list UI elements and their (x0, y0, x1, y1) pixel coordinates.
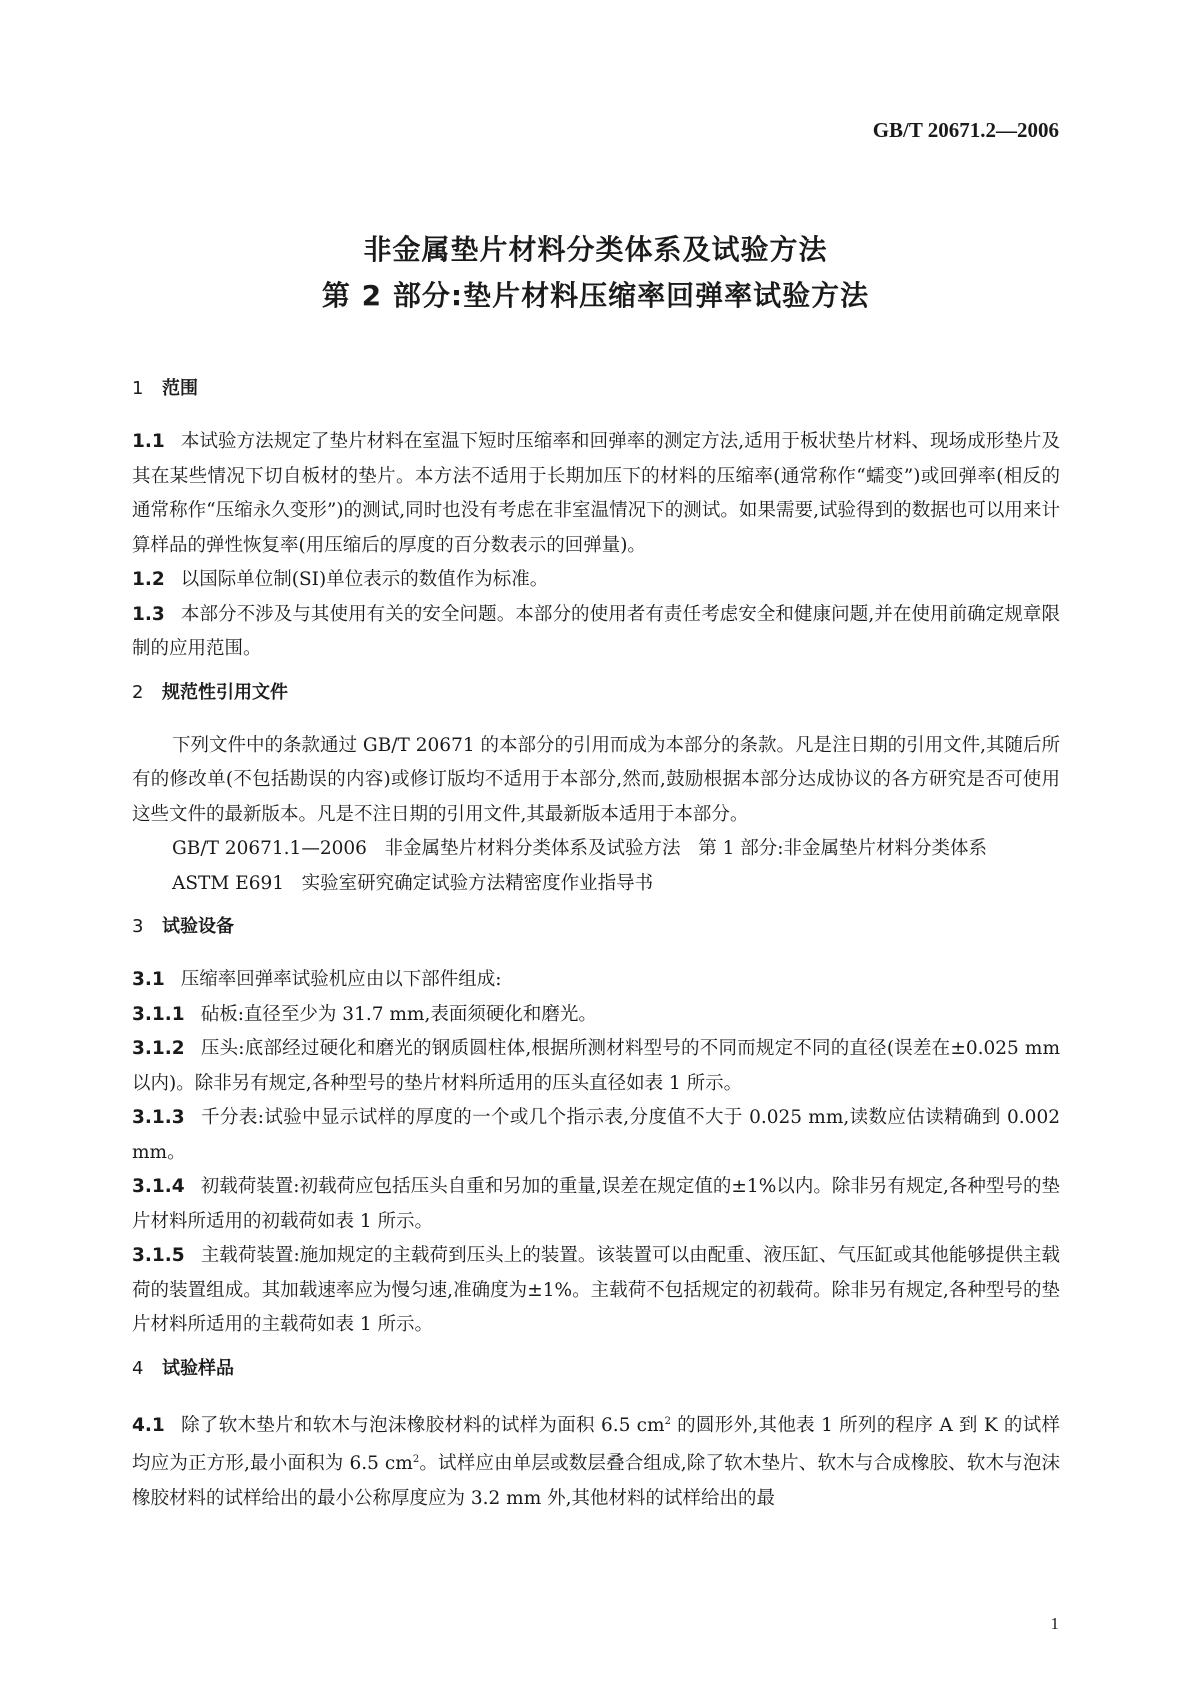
clause-3-1 (132, 963, 1060, 998)
section-heading-4 (132, 1355, 1060, 1383)
clause-text: 本试验方法规定了垫片材料在室温下短时压缩率和回弹率的测定方法,适用于板状垫片材料、现场成形垫片及其在某些情况下切自板材的垫片。本方法不适用于长期加压下的材料的压缩率(通常称作“蠕变”)或回弹率(相反的通常称作“压缩永久变形”)的测试,同时也没有考虑在非室温情况下的测试。如果需要,试验得到的数据也可以用来计算样品的弹性恢复率(用压缩后的厚度的百分数表示的回弹量)。 (132, 431, 1060, 556)
clause-number: 3.1.1 (132, 1003, 185, 1025)
clause-3-1-5 (132, 1239, 1060, 1343)
document-title: 非金属垫片材料分类体系及试验方法 (363, 233, 828, 266)
clause-text: 初载荷装置:初载荷应包括压头自重和另加的重量,误差在规定值的±1%以内。除非另有规定,各种型号的垫片材料所适用的初载荷如表 1 所示。 (132, 1176, 1060, 1232)
section-number: 2 (132, 681, 144, 703)
clause-3-1-4 (132, 1170, 1060, 1239)
section-number: 3 (132, 916, 144, 937)
clause-number: 3.1.5 (132, 1245, 185, 1266)
clause-number: 1.3 (132, 603, 165, 625)
clause-text: 压缩率回弹率试验机应由以下部件组成: (180, 969, 502, 990)
section-title: 规范性引用文件 (162, 681, 288, 703)
clause-3-1-3 (132, 1101, 1060, 1170)
section-number: 4 (132, 1357, 144, 1379)
section-heading-2 (132, 679, 1060, 707)
clause-3-1-2 (132, 1032, 1060, 1101)
section-title: 范围 (162, 378, 198, 399)
clause-1-2 (132, 563, 1060, 598)
document-body (132, 375, 1060, 1516)
superscript: 2 (664, 1415, 671, 1427)
clause-number: 3.1 (132, 969, 165, 990)
section-number: 1 (132, 378, 144, 399)
section-heading-1 (132, 375, 1060, 403)
clause-text: 千分表:试验中显示试样的厚度的一个或几个指示表,分度值不大于 0.025 mm,读数应估读精确到 0.002 mm。 (132, 1107, 1060, 1163)
clause-number: 1.1 (132, 431, 165, 452)
clause-text: 。试样应由单层或数层叠合组成,除了软木垫片、软木与合成橡胶、软木与泡沫橡胶材料的试样给出的最小公称厚度应为 3.2 mm 外,其他材料的试样给出的最 (132, 1453, 1061, 1509)
clause-number: 1.2 (132, 569, 165, 590)
clause-text: 以国际单位制(SI)单位表示的数值作为标准。 (180, 569, 549, 590)
reference-entry: ASTM E691 实验室研究确定试验方法精密度作业指导书 (172, 872, 654, 894)
clause-1-3 (132, 598, 1060, 667)
clause-text: 砧板:直径至少为 31.7 mm,表面须硬化和磨光。 (200, 1003, 597, 1025)
section-title: 试验样品 (162, 1357, 234, 1379)
clause-text: 除了软木垫片和软木与泡沫橡胶材料的试样为面积 6.5 cm (180, 1414, 665, 1436)
clause-text: 压头:底部经过硬化和磨光的钢质圆柱体,根据所测材料型号的不同而规定不同的直径(误差在±0.025 mm 以内)。除非另有规定,各种型号的垫片材料所适用的压头直径如表 1 所示。 (132, 1038, 1060, 1094)
clause-number: 4.1 (132, 1414, 165, 1436)
section-title: 试验设备 (162, 916, 234, 937)
document-subtitle: 第 2 部分:垫片材料压缩率回弹率试验方法 (321, 279, 870, 312)
clause-3-1-1 (132, 998, 1060, 1033)
clause-4-1 (132, 1405, 1060, 1517)
clause-text: 主载荷装置:施加规定的主载荷到压头上的装置。该装置可以由配重、液压缸、气压缸或其他能够提供主载荷的装置组成。其加载速率应为慢匀速,准确度为±1%。主载荷不包括规定的初载荷。除非另有规定,各种型号的垫片材料所适用的主载荷如表 1 所示。 (132, 1245, 1060, 1335)
page-number: 1 (1050, 1614, 1059, 1633)
clause-1-1 (132, 425, 1060, 563)
superscript: 2 (412, 1454, 420, 1466)
reference-entry: GB/T 20671.1—2006 非金属垫片材料分类体系及试验方法 第 1 部分:非金属垫片材料分类体系 (172, 838, 987, 859)
clause-text: 的圆形外,其他表 1 所列的程序 A 到 K 的试样均应为正方形,最小面积为 6.5 cm (132, 1414, 1061, 1475)
clause-number: 3.1.3 (132, 1107, 185, 1128)
clause-text: 本部分不涉及与其使用有关的安全问题。本部分的使用者有责任考虑安全和健康问题,并在使用前确定规章限制的应用范围。 (132, 603, 1060, 659)
clause-number: 3.1.2 (132, 1038, 185, 1059)
clause-number: 3.1.4 (132, 1176, 185, 1197)
standard-code: GB/T 20671.2—2006 (872, 118, 1059, 142)
section-heading-3 (132, 913, 1060, 941)
normative-references-intro: 下列文件中的条款通过 GB/T 20671 的本部分的引用而成为本部分的条款。凡是注日期的引用文件,其随后所有的修改单(不包括勘误的内容)或修订版均不适用于本部分,然而,鼓励根据本部分达成协议的各方研究是否可使用这些文件的最新版本。凡是不注日期的引用文件,其最新版本适用于本部分。 (132, 734, 1060, 825)
